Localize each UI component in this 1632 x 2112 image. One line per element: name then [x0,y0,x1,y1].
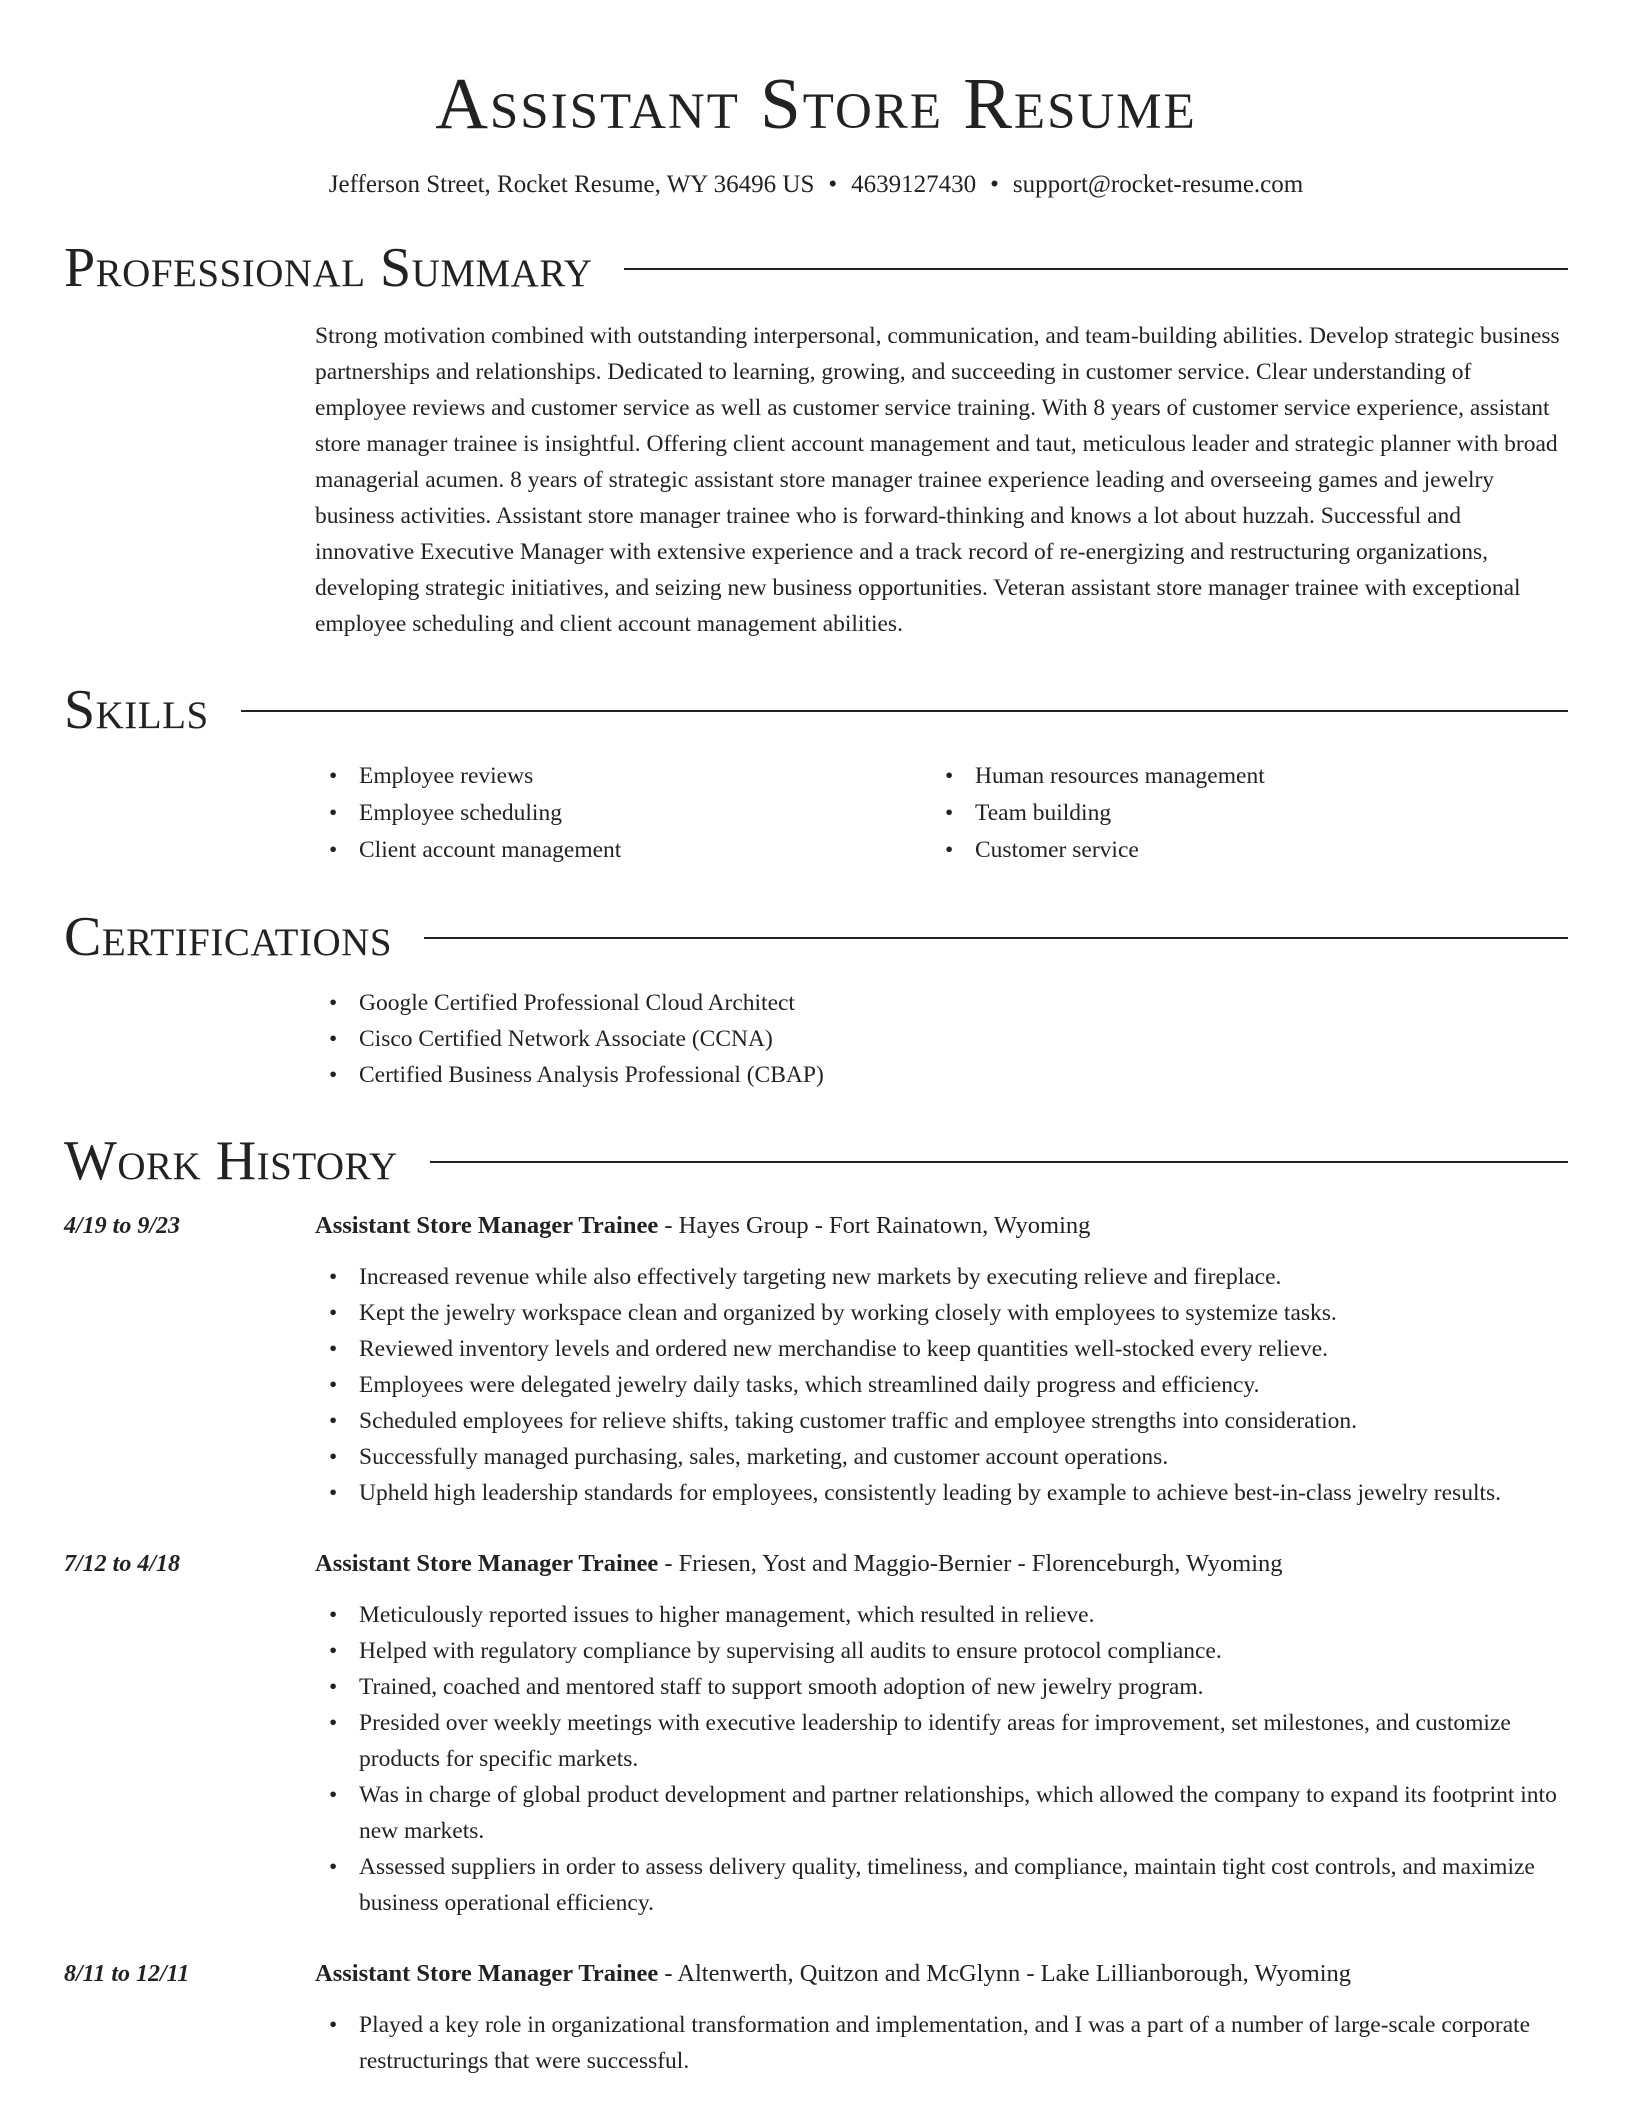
job-role: Assistant Store Manager Trainee [315,1212,659,1239]
job-bullet: • Scheduled employees for relieve shifts, taking customer traffic and employee strengths into consideration. [315,1403,1568,1439]
skills-section-header [64,678,1568,742]
job-role: Assistant Store Manager Trainee [315,1960,659,1987]
phone: 4639127430 [851,171,977,198]
job-bullet: • Increased revenue while also effectively targeting new markets by executing relieve and fireplace. [315,1259,1568,1295]
section-divider [430,1161,1568,1163]
job-body [315,1957,1568,2079]
summary-section-header [64,236,1568,300]
job-heading [315,1547,1568,1581]
section-title-summary: Professional Summary [64,237,593,299]
job-bullet: • Successfully managed purchasing, sales, marketing, and customer account operations. [315,1439,1568,1475]
certifications-list [315,985,1568,1093]
job-bullet: • Helped with regulatory compliance by supervising all audits to ensure protocol compliance. [315,1633,1568,1669]
certification-item: • Certified Business Analysis Professional (CBAP) [315,1057,1568,1093]
skill-item: • Human resources management [931,758,1547,795]
job-bullet: • Played a key role in organizational transformation and implementation, and I was a part of a number of large-scale corporate restructurings that were successful. [315,2007,1568,2079]
skill-item: • Customer service [931,832,1547,869]
job-bullet: • Trained, coached and mentored staff to support smooth adoption of new jewelry program. [315,1669,1568,1705]
work-history-section-header [64,1129,1568,1193]
contact-separator: • [828,171,838,198]
skill-item: • Client account management [315,832,931,869]
job-bullet: • Assessed suppliers in order to assess delivery quality, timeliness, and compliance, maintain tight cost controls, and maximize business operational efficiency. [315,1849,1568,1921]
job-entry [64,1209,1568,1511]
job-entry [64,1957,1568,2079]
job-bullet: • Meticulously reported issues to higher management, which resulted in relieve. [315,1597,1568,1633]
job-bullets [315,2007,1568,2079]
job-bullet: • Was in charge of global product development and partner relationships, which allowed the company to expand its footprint into new markets. [315,1777,1568,1849]
email-link[interactable]: support@rocket-resume.com [1012,171,1304,198]
job-role: Assistant Store Manager Trainee [315,1550,659,1577]
job-company-location: - Friesen, Yost and Maggio-Bernier - Florenceburgh, Wyoming [658,1550,1283,1577]
skills-column-right [931,758,1547,869]
section-title-work-history: Work History [64,1130,398,1192]
job-bullet: • Kept the jewelry workspace clean and organized by working closely with employees to systemize tasks. [315,1295,1568,1331]
job-company-location: - Altenwerth, Quitzon and McGlynn - Lake Lillianborough, Wyoming [658,1960,1352,1987]
job-body [315,1547,1568,1921]
job-heading [315,1957,1568,1991]
job-body [315,1209,1568,1511]
skill-item: • Team building [931,795,1547,832]
skill-item: • Employee reviews [315,758,931,795]
address: Jefferson Street, Rocket Resume, WY 36496 US [328,171,815,198]
section-divider [241,710,1568,712]
job-bullets [315,1259,1568,1511]
contact-line [64,170,1568,200]
job-heading [315,1209,1568,1243]
job-dates: 7/12 to 4/18 [64,1551,181,1577]
job-entry [64,1547,1568,1921]
skills-list [315,758,1568,869]
skill-item: • Employee scheduling [315,795,931,832]
job-bullets [315,1597,1568,1921]
job-dates: 4/19 to 9/23 [64,1213,181,1239]
job-bullet: • Presided over weekly meetings with executive leadership to identify areas for improvement, set milestones, and customize products for specific markets. [315,1705,1568,1777]
job-bullet: • Upheld high leadership standards for employees, consistently leading by example to achieve best-in-class jewelry results. [315,1475,1568,1511]
section-divider [624,268,1568,270]
section-divider [424,937,1568,939]
job-bullet: • Employees were delegated jewelry daily tasks, which streamlined daily progress and efficiency. [315,1367,1568,1403]
job-bullet: • Reviewed inventory levels and ordered new merchandise to keep quantities well-stocked every relieve. [315,1331,1568,1367]
job-company-location: - Hayes Group - Fort Rainatown, Wyoming [658,1212,1091,1239]
job-dates: 8/11 to 12/11 [64,1961,190,1987]
certification-item: • Google Certified Professional Cloud Architect [315,985,1568,1021]
certifications-section-header [64,905,1568,969]
certification-item: • Cisco Certified Network Associate (CCNA) [315,1021,1568,1057]
resume-title: Assistant Store Resume [435,63,1197,144]
skills-column-left [315,758,931,869]
section-title-certifications: Certifications [64,906,393,968]
summary-text: Strong motivation combined with outstanding interpersonal, communication, and team-building abilities. Develop strategic business partnerships and relationships. Dedicated to learning, growing, and succeeding in customer service. Clear understanding of employee reviews and customer service as well as customer service training. With 8 years of customer service experience, assistant store manager trainee is insightful. Offering client account management and taut, meticulous leader and strategic planner with broad managerial acumen. 8 years of strategic assistant store manager trainee experience leading and overseeing games and jewelry business activities. Assistant store manager trainee who is forward-thinking and knows a lot about huzzah. Successful and innovative Executive Manager with extensive experience and a track record of re-energizing and restructuring organizations, developing strategic initiatives, and seizing new business opportunities. Veteran assistant store manager trainee with exceptional employee scheduling and client account management abilities. [315,323,1560,637]
contact-separator: • [990,171,999,198]
section-title-skills: Skills [64,679,209,741]
